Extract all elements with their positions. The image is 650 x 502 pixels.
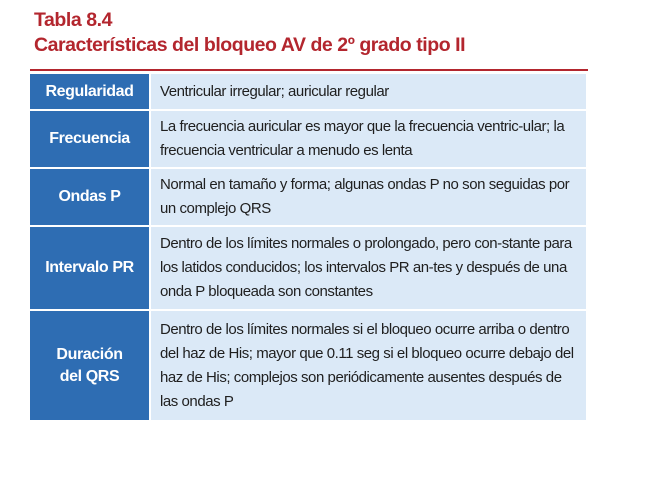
row-description: Dentro de los límites normales o prolongado, pero con-stante para los latidos conducidos; los intervalos PR an-tes y después de una onda P bloqueada son constantes bbox=[150, 226, 586, 310]
row-label: Duración del QRS bbox=[30, 310, 150, 420]
row-label: Regularidad bbox=[30, 74, 150, 110]
table-row bbox=[30, 226, 586, 310]
row-label: Ondas P bbox=[30, 168, 150, 226]
row-description: Dentro de los límites normales si el bloqueo ocurre arriba o dentro del haz de His; mayor que 0.11 seg si el bloqueo ocurre debajo del haz de His; complejos son periódicamente ausentes después de las ondas P bbox=[150, 310, 586, 420]
table-number: Tabla 8.4 bbox=[34, 9, 112, 31]
table-row bbox=[30, 310, 586, 420]
table-title: Características del bloqueo AV de 2º grado tipo II bbox=[34, 34, 466, 56]
row-description: Ventricular irregular; auricular regular bbox=[150, 74, 586, 110]
table-row bbox=[30, 74, 586, 110]
row-description: La frecuencia auricular es mayor que la frecuencia ventric-ular; la frecuencia ventricular a menudo es lenta bbox=[150, 110, 586, 168]
row-description: Normal en tamaño y forma; algunas ondas P no son seguidas por un complejo QRS bbox=[150, 168, 586, 226]
row-label: Frecuencia bbox=[30, 110, 150, 168]
characteristics-table bbox=[30, 74, 586, 420]
table-caption bbox=[34, 8, 594, 58]
row-label: Intervalo PR bbox=[30, 226, 150, 310]
table-row bbox=[30, 110, 586, 168]
caption-divider bbox=[30, 69, 588, 71]
table-row bbox=[30, 168, 586, 226]
